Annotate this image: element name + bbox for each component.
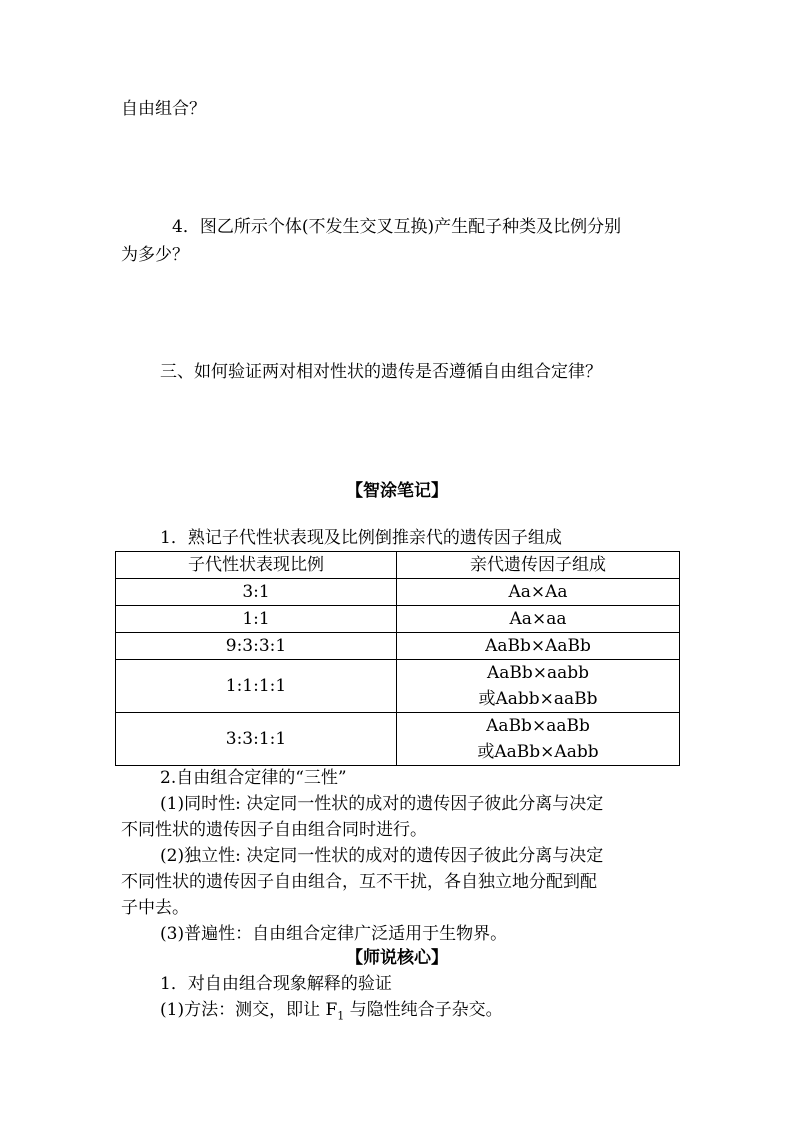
core-method-subscript: 1 [337,1009,345,1023]
table-header-parents: 亲代遗传因子组成 [397,552,680,579]
table-cell-parents-line: 或AaBb×Aabb [477,742,599,762]
core-item-1-title: 1．对自由组合现象解释的验证 [160,974,392,994]
table-header-row [116,552,680,579]
table-cell-ratio: 9:3:3:1 [116,633,397,660]
table-cell-parents [397,713,680,766]
notes-item-2-p1-line-1: (1)同时性: 决定同一性状的成对的遗传因子彼此分离与决定 [160,794,604,814]
table-cell-ratio: 1:1 [116,606,397,633]
question-continuation: 自由组合？ [121,99,206,119]
core-method-suffix: 与隐性纯合子杂交。 [344,1000,503,1020]
notes-item-2-p3: (3)普遍性：自由组合定律广泛适用于生物界。 [160,924,508,944]
table-cell-parents-line: 或Aabb×aaBb [478,689,598,709]
table-row [116,660,680,713]
notes-item-2-p2-line-1: (2)独立性: 决定同一性状的成对的遗传因子彼此分离与决定 [160,846,604,866]
table-cell-parents-line: AaBb×aaBb [486,716,590,736]
notes-item-2-title: 2.自由组合定律的“三性” [160,768,347,788]
table-cell-ratio: 1:1:1:1 [116,660,397,713]
notes-item-2-p1-line-2: 不同性状的遗传因子自由组合同时进行。 [121,820,427,840]
table-cell-parents: AaBb×AaBb [397,633,680,660]
table-row [116,606,680,633]
table-cell-ratio: 3:3:1:1 [116,713,397,766]
table-cell-parents-line: AaBb×aabb [486,663,590,683]
notes-item-1-title: 1．熟记子代性状表现及比例倒推亲代的遗传因子组成 [160,528,562,548]
table-row [116,633,680,660]
table-row [116,579,680,606]
core-method-line [160,997,503,1023]
notes-item-2-p2-line-2: 不同性状的遗传因子自由组合，互不干扰，各自独立地分配到配 [121,872,597,892]
core-method-prefix: (1)方法：测交，即让 F [160,1000,338,1020]
table-cell-ratio: 3:1 [116,579,397,606]
section-core-title: 【师说核心】 [346,948,448,968]
question-4-line-2: 为多少？ [121,245,189,265]
ratio-table [115,551,680,766]
table-cell-parents: Aa×aa [397,606,680,633]
table-row [116,713,680,766]
notes-item-2-p2-line-3: 子中去。 [121,898,189,918]
table-cell-parents [397,660,680,713]
table-cell-parents: Aa×Aa [397,579,680,606]
question-4-line-1: 4．图乙所示个体(不发生交叉互换)产生配子种类及比例分别 [172,217,622,237]
table-header-ratio: 子代性状表现比例 [116,552,397,579]
question-three: 三、如何验证两对相对性状的遗传是否遵循自由组合定律？ [160,362,602,382]
section-notes-title: 【智涂笔记】 [346,481,448,501]
